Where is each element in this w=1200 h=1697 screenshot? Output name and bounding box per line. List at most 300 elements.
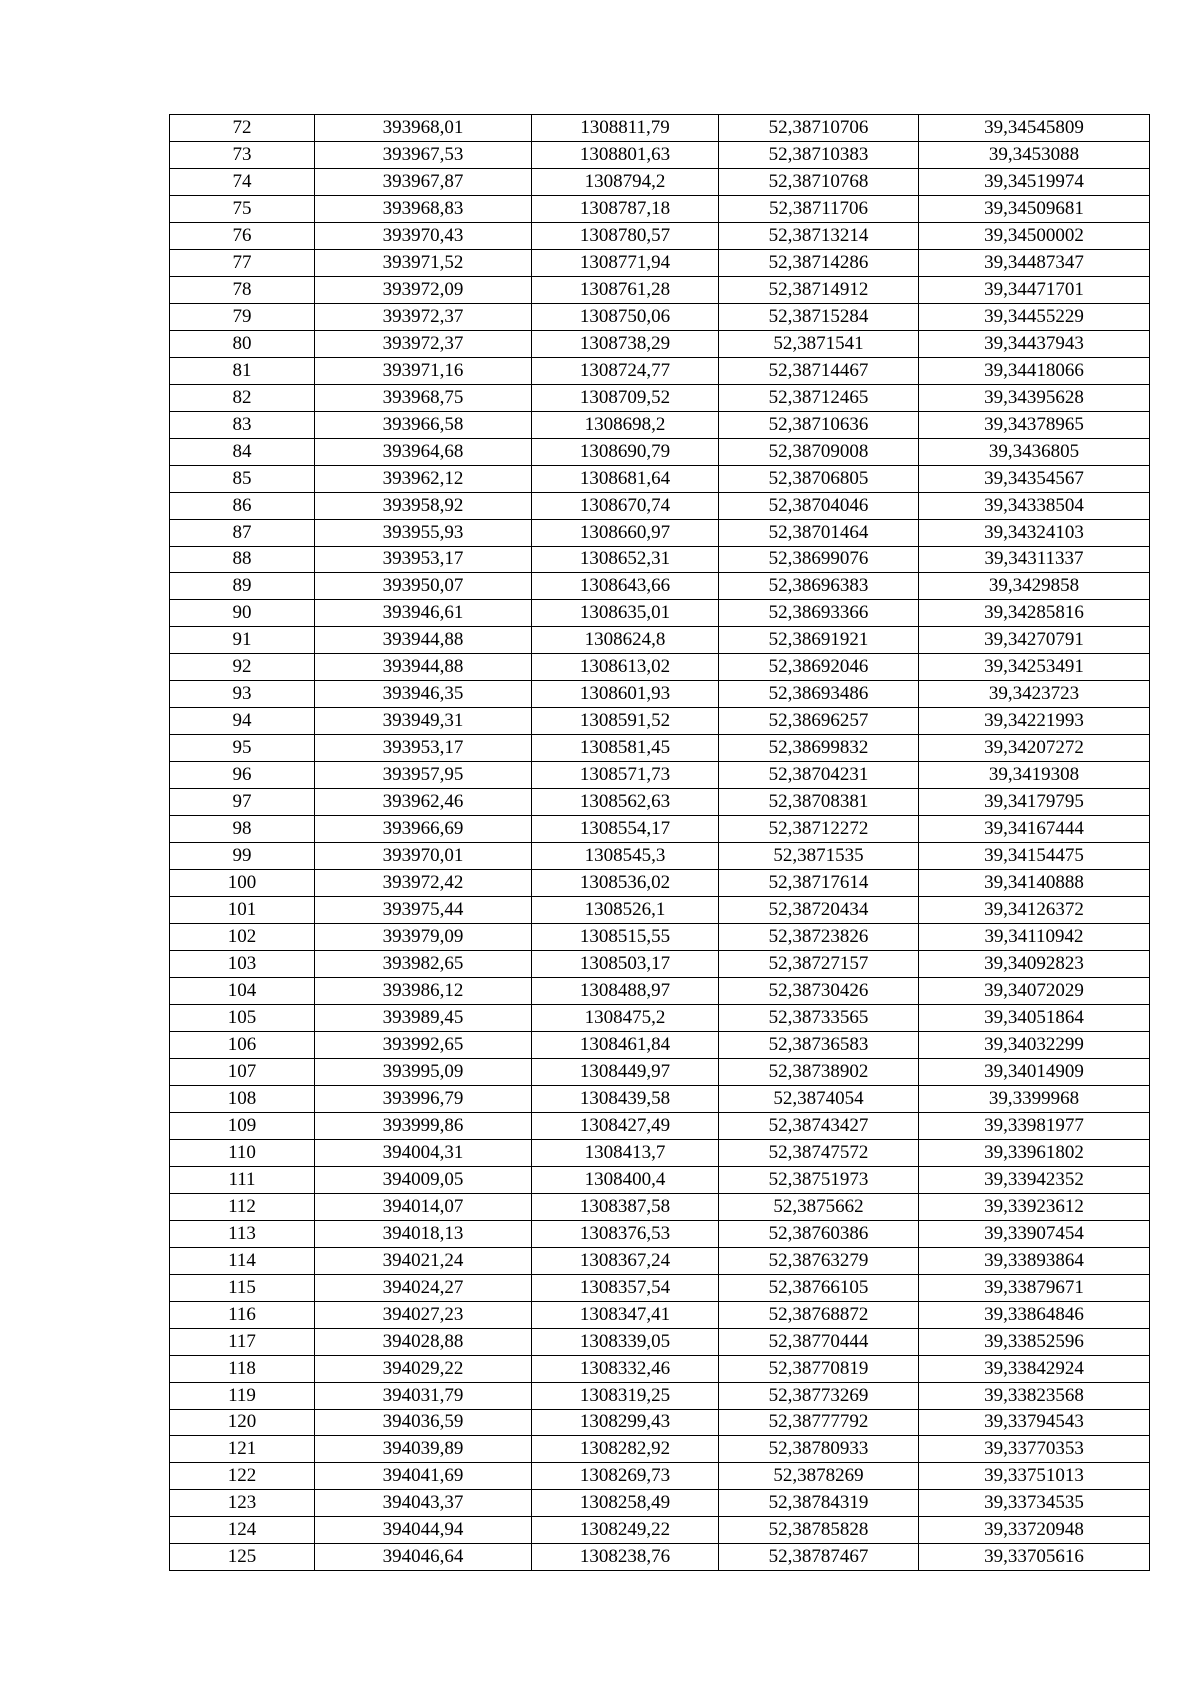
latitude-cell: 52,38717614 [719, 870, 919, 897]
y-coordinate-cell: 1308249,22 [532, 1517, 719, 1544]
x-coordinate-cell: 393972,37 [315, 330, 532, 357]
y-coordinate-cell: 1308750,06 [532, 303, 719, 330]
longitude-cell: 39,33942352 [919, 1166, 1150, 1193]
x-coordinate-cell: 393972,37 [315, 303, 532, 330]
y-coordinate-cell: 1308376,53 [532, 1220, 719, 1247]
longitude-cell: 39,34051864 [919, 1004, 1150, 1031]
longitude-cell: 39,34378965 [919, 411, 1150, 438]
table-row [170, 654, 1150, 681]
table-row [170, 1328, 1150, 1355]
longitude-cell: 39,34154475 [919, 843, 1150, 870]
latitude-cell: 52,38768872 [719, 1301, 919, 1328]
point-number-cell: 72 [170, 115, 315, 142]
y-coordinate-cell: 1308581,45 [532, 735, 719, 762]
table-row [170, 681, 1150, 708]
latitude-cell: 52,38692046 [719, 654, 919, 681]
y-coordinate-cell: 1308332,46 [532, 1355, 719, 1382]
latitude-cell: 52,38701464 [719, 519, 919, 546]
longitude-cell: 39,34324103 [919, 519, 1150, 546]
point-number-cell: 94 [170, 708, 315, 735]
longitude-cell: 39,34487347 [919, 249, 1150, 276]
table-row [170, 789, 1150, 816]
latitude-cell: 52,3878269 [719, 1463, 919, 1490]
latitude-cell: 52,38715284 [719, 303, 919, 330]
latitude-cell: 52,38787467 [719, 1544, 919, 1571]
point-number-cell: 99 [170, 843, 315, 870]
y-coordinate-cell: 1308681,64 [532, 465, 719, 492]
y-coordinate-cell: 1308724,77 [532, 357, 719, 384]
latitude-cell: 52,38743427 [719, 1112, 919, 1139]
table-row [170, 1166, 1150, 1193]
point-number-cell: 108 [170, 1085, 315, 1112]
x-coordinate-cell: 393972,09 [315, 276, 532, 303]
point-number-cell: 82 [170, 384, 315, 411]
y-coordinate-cell: 1308339,05 [532, 1328, 719, 1355]
latitude-cell: 52,3875662 [719, 1193, 919, 1220]
y-coordinate-cell: 1308613,02 [532, 654, 719, 681]
latitude-cell: 52,38708381 [719, 789, 919, 816]
longitude-cell: 39,34092823 [919, 951, 1150, 978]
y-coordinate-cell: 1308787,18 [532, 195, 719, 222]
point-number-cell: 103 [170, 951, 315, 978]
table-row [170, 1274, 1150, 1301]
y-coordinate-cell: 1308780,57 [532, 222, 719, 249]
longitude-cell: 39,34285816 [919, 600, 1150, 627]
y-coordinate-cell: 1308690,79 [532, 438, 719, 465]
x-coordinate-cell: 393982,65 [315, 951, 532, 978]
longitude-cell: 39,34471701 [919, 276, 1150, 303]
y-coordinate-cell: 1308670,74 [532, 492, 719, 519]
latitude-cell: 52,38736583 [719, 1031, 919, 1058]
table-row [170, 411, 1150, 438]
x-coordinate-cell: 393970,01 [315, 843, 532, 870]
y-coordinate-cell: 1308439,58 [532, 1085, 719, 1112]
longitude-cell: 39,34179795 [919, 789, 1150, 816]
longitude-cell: 39,34354567 [919, 465, 1150, 492]
x-coordinate-cell: 393996,79 [315, 1085, 532, 1112]
table-row [170, 1301, 1150, 1328]
y-coordinate-cell: 1308709,52 [532, 384, 719, 411]
x-coordinate-cell: 393971,52 [315, 249, 532, 276]
longitude-cell: 39,34167444 [919, 816, 1150, 843]
longitude-cell: 39,34207272 [919, 735, 1150, 762]
point-number-cell: 111 [170, 1166, 315, 1193]
table-row [170, 168, 1150, 195]
longitude-cell: 39,34338504 [919, 492, 1150, 519]
table-row [170, 1247, 1150, 1274]
point-number-cell: 118 [170, 1355, 315, 1382]
y-coordinate-cell: 1308536,02 [532, 870, 719, 897]
longitude-cell: 39,3419308 [919, 762, 1150, 789]
latitude-cell: 52,3871541 [719, 330, 919, 357]
x-coordinate-cell: 393966,69 [315, 816, 532, 843]
table-row [170, 816, 1150, 843]
table-row [170, 195, 1150, 222]
point-number-cell: 110 [170, 1139, 315, 1166]
table-row [170, 1085, 1150, 1112]
table-row [170, 303, 1150, 330]
x-coordinate-cell: 394018,13 [315, 1220, 532, 1247]
x-coordinate-cell: 393946,61 [315, 600, 532, 627]
x-coordinate-cell: 393953,17 [315, 735, 532, 762]
point-number-cell: 105 [170, 1004, 315, 1031]
x-coordinate-cell: 393992,65 [315, 1031, 532, 1058]
longitude-cell: 39,34519974 [919, 168, 1150, 195]
y-coordinate-cell: 1308449,97 [532, 1058, 719, 1085]
latitude-cell: 52,38704231 [719, 762, 919, 789]
latitude-cell: 52,38763279 [719, 1247, 919, 1274]
longitude-cell: 39,33794543 [919, 1409, 1150, 1436]
y-coordinate-cell: 1308601,93 [532, 681, 719, 708]
y-coordinate-cell: 1308660,97 [532, 519, 719, 546]
latitude-cell: 52,38714912 [719, 276, 919, 303]
latitude-cell: 52,38713214 [719, 222, 919, 249]
latitude-cell: 52,38714286 [719, 249, 919, 276]
latitude-cell: 52,38712272 [719, 816, 919, 843]
x-coordinate-cell: 393950,07 [315, 573, 532, 600]
y-coordinate-cell: 1308488,97 [532, 978, 719, 1005]
point-number-cell: 89 [170, 573, 315, 600]
table-row [170, 897, 1150, 924]
table-row [170, 573, 1150, 600]
longitude-cell: 39,33842924 [919, 1355, 1150, 1382]
longitude-cell: 39,33751013 [919, 1463, 1150, 1490]
x-coordinate-cell: 393986,12 [315, 978, 532, 1005]
latitude-cell: 52,38760386 [719, 1220, 919, 1247]
point-number-cell: 100 [170, 870, 315, 897]
table-row [170, 465, 1150, 492]
y-coordinate-cell: 1308526,1 [532, 897, 719, 924]
x-coordinate-cell: 394014,07 [315, 1193, 532, 1220]
y-coordinate-cell: 1308562,63 [532, 789, 719, 816]
point-number-cell: 92 [170, 654, 315, 681]
x-coordinate-cell: 393968,01 [315, 115, 532, 142]
latitude-cell: 52,38723826 [719, 924, 919, 951]
point-number-cell: 121 [170, 1436, 315, 1463]
longitude-cell: 39,33770353 [919, 1436, 1150, 1463]
longitude-cell: 39,33981977 [919, 1112, 1150, 1139]
longitude-cell: 39,33823568 [919, 1382, 1150, 1409]
point-number-cell: 102 [170, 924, 315, 951]
x-coordinate-cell: 394027,23 [315, 1301, 532, 1328]
longitude-cell: 39,33923612 [919, 1193, 1150, 1220]
latitude-cell: 52,38751973 [719, 1166, 919, 1193]
latitude-cell: 52,38710636 [719, 411, 919, 438]
point-number-cell: 124 [170, 1517, 315, 1544]
point-number-cell: 97 [170, 789, 315, 816]
table-row [170, 1463, 1150, 1490]
longitude-cell: 39,33734535 [919, 1490, 1150, 1517]
x-coordinate-cell: 393953,17 [315, 546, 532, 573]
point-number-cell: 125 [170, 1544, 315, 1571]
longitude-cell: 39,33705616 [919, 1544, 1150, 1571]
point-number-cell: 116 [170, 1301, 315, 1328]
x-coordinate-cell: 393995,09 [315, 1058, 532, 1085]
y-coordinate-cell: 1308475,2 [532, 1004, 719, 1031]
latitude-cell: 52,38785828 [719, 1517, 919, 1544]
point-number-cell: 73 [170, 141, 315, 168]
y-coordinate-cell: 1308591,52 [532, 708, 719, 735]
table-row [170, 870, 1150, 897]
latitude-cell: 52,38727157 [719, 951, 919, 978]
y-coordinate-cell: 1308771,94 [532, 249, 719, 276]
point-number-cell: 75 [170, 195, 315, 222]
latitude-cell: 52,38780933 [719, 1436, 919, 1463]
coordinates-table [169, 114, 1150, 1571]
point-number-cell: 81 [170, 357, 315, 384]
table-row [170, 519, 1150, 546]
table-row [170, 735, 1150, 762]
table-row [170, 708, 1150, 735]
table-row [170, 1193, 1150, 1220]
y-coordinate-cell: 1308635,01 [532, 600, 719, 627]
y-coordinate-cell: 1308461,84 [532, 1031, 719, 1058]
table-row [170, 141, 1150, 168]
point-number-cell: 109 [170, 1112, 315, 1139]
latitude-cell: 52,38699076 [719, 546, 919, 573]
longitude-cell: 39,34437943 [919, 330, 1150, 357]
longitude-cell: 39,33720948 [919, 1517, 1150, 1544]
table-row [170, 978, 1150, 1005]
x-coordinate-cell: 394009,05 [315, 1166, 532, 1193]
longitude-cell: 39,34221993 [919, 708, 1150, 735]
point-number-cell: 104 [170, 978, 315, 1005]
latitude-cell: 52,38770444 [719, 1328, 919, 1355]
longitude-cell: 39,34395628 [919, 384, 1150, 411]
point-number-cell: 119 [170, 1382, 315, 1409]
longitude-cell: 39,33852596 [919, 1328, 1150, 1355]
x-coordinate-cell: 394036,59 [315, 1409, 532, 1436]
point-number-cell: 123 [170, 1490, 315, 1517]
latitude-cell: 52,38710706 [719, 115, 919, 142]
y-coordinate-cell: 1308652,31 [532, 546, 719, 573]
table-row [170, 951, 1150, 978]
latitude-cell: 52,38773269 [719, 1382, 919, 1409]
y-coordinate-cell: 1308571,73 [532, 762, 719, 789]
x-coordinate-cell: 394031,79 [315, 1382, 532, 1409]
x-coordinate-cell: 394029,22 [315, 1355, 532, 1382]
point-number-cell: 120 [170, 1409, 315, 1436]
longitude-cell: 39,3453088 [919, 141, 1150, 168]
x-coordinate-cell: 393962,12 [315, 465, 532, 492]
point-number-cell: 106 [170, 1031, 315, 1058]
latitude-cell: 52,38704046 [719, 492, 919, 519]
longitude-cell: 39,3429858 [919, 573, 1150, 600]
longitude-cell: 39,34140888 [919, 870, 1150, 897]
longitude-cell: 39,34311337 [919, 546, 1150, 573]
point-number-cell: 98 [170, 816, 315, 843]
x-coordinate-cell: 394041,69 [315, 1463, 532, 1490]
latitude-cell: 52,38747572 [719, 1139, 919, 1166]
coordinates-table-body [170, 115, 1150, 1571]
point-number-cell: 77 [170, 249, 315, 276]
x-coordinate-cell: 393967,87 [315, 168, 532, 195]
table-row [170, 357, 1150, 384]
longitude-cell: 39,33879671 [919, 1274, 1150, 1301]
table-row [170, 115, 1150, 142]
point-number-cell: 90 [170, 600, 315, 627]
x-coordinate-cell: 393999,86 [315, 1112, 532, 1139]
latitude-cell: 52,38733565 [719, 1004, 919, 1031]
table-row [170, 1517, 1150, 1544]
y-coordinate-cell: 1308554,17 [532, 816, 719, 843]
x-coordinate-cell: 393958,92 [315, 492, 532, 519]
y-coordinate-cell: 1308624,8 [532, 627, 719, 654]
longitude-cell: 39,34032299 [919, 1031, 1150, 1058]
latitude-cell: 52,38710383 [719, 141, 919, 168]
x-coordinate-cell: 394028,88 [315, 1328, 532, 1355]
table-row [170, 1436, 1150, 1463]
longitude-cell: 39,34126372 [919, 897, 1150, 924]
x-coordinate-cell: 393944,88 [315, 627, 532, 654]
latitude-cell: 52,38738902 [719, 1058, 919, 1085]
y-coordinate-cell: 1308367,24 [532, 1247, 719, 1274]
table-row [170, 330, 1150, 357]
y-coordinate-cell: 1308643,66 [532, 573, 719, 600]
longitude-cell: 39,34418066 [919, 357, 1150, 384]
table-row [170, 384, 1150, 411]
longitude-cell: 39,34509681 [919, 195, 1150, 222]
x-coordinate-cell: 394021,24 [315, 1247, 532, 1274]
y-coordinate-cell: 1308347,41 [532, 1301, 719, 1328]
table-row [170, 492, 1150, 519]
y-coordinate-cell: 1308357,54 [532, 1274, 719, 1301]
longitude-cell: 39,33961802 [919, 1139, 1150, 1166]
latitude-cell: 52,38706805 [719, 465, 919, 492]
latitude-cell: 52,38709008 [719, 438, 919, 465]
point-number-cell: 117 [170, 1328, 315, 1355]
x-coordinate-cell: 393968,75 [315, 384, 532, 411]
table-row [170, 1112, 1150, 1139]
latitude-cell: 52,38730426 [719, 978, 919, 1005]
x-coordinate-cell: 394024,27 [315, 1274, 532, 1301]
point-number-cell: 80 [170, 330, 315, 357]
point-number-cell: 112 [170, 1193, 315, 1220]
latitude-cell: 52,38693366 [719, 600, 919, 627]
y-coordinate-cell: 1308545,3 [532, 843, 719, 870]
x-coordinate-cell: 393970,43 [315, 222, 532, 249]
point-number-cell: 107 [170, 1058, 315, 1085]
x-coordinate-cell: 393957,95 [315, 762, 532, 789]
y-coordinate-cell: 1308811,79 [532, 115, 719, 142]
point-number-cell: 91 [170, 627, 315, 654]
point-number-cell: 74 [170, 168, 315, 195]
point-number-cell: 86 [170, 492, 315, 519]
latitude-cell: 52,38696383 [719, 573, 919, 600]
longitude-cell: 39,34545809 [919, 115, 1150, 142]
longitude-cell: 39,34072029 [919, 978, 1150, 1005]
x-coordinate-cell: 393944,88 [315, 654, 532, 681]
x-coordinate-cell: 394046,64 [315, 1544, 532, 1571]
latitude-cell: 52,38712465 [719, 384, 919, 411]
table-row [170, 276, 1150, 303]
x-coordinate-cell: 394044,94 [315, 1517, 532, 1544]
table-row [170, 1355, 1150, 1382]
x-coordinate-cell: 393971,16 [315, 357, 532, 384]
y-coordinate-cell: 1308515,55 [532, 924, 719, 951]
x-coordinate-cell: 393949,31 [315, 708, 532, 735]
table-row [170, 438, 1150, 465]
point-number-cell: 85 [170, 465, 315, 492]
table-row [170, 1382, 1150, 1409]
y-coordinate-cell: 1308319,25 [532, 1382, 719, 1409]
table-row [170, 222, 1150, 249]
latitude-cell: 52,38714467 [719, 357, 919, 384]
point-number-cell: 114 [170, 1247, 315, 1274]
table-row [170, 1004, 1150, 1031]
table-row [170, 546, 1150, 573]
table-row [170, 1409, 1150, 1436]
y-coordinate-cell: 1308738,29 [532, 330, 719, 357]
point-number-cell: 83 [170, 411, 315, 438]
y-coordinate-cell: 1308801,63 [532, 141, 719, 168]
x-coordinate-cell: 394043,37 [315, 1490, 532, 1517]
point-number-cell: 84 [170, 438, 315, 465]
x-coordinate-cell: 393989,45 [315, 1004, 532, 1031]
x-coordinate-cell: 393964,68 [315, 438, 532, 465]
latitude-cell: 52,38710768 [719, 168, 919, 195]
longitude-cell: 39,33907454 [919, 1220, 1150, 1247]
x-coordinate-cell: 393946,35 [315, 681, 532, 708]
longitude-cell: 39,34253491 [919, 654, 1150, 681]
longitude-cell: 39,34014909 [919, 1058, 1150, 1085]
longitude-cell: 39,34455229 [919, 303, 1150, 330]
longitude-cell: 39,3423723 [919, 681, 1150, 708]
longitude-cell: 39,33864846 [919, 1301, 1150, 1328]
y-coordinate-cell: 1308400,4 [532, 1166, 719, 1193]
x-coordinate-cell: 394039,89 [315, 1436, 532, 1463]
latitude-cell: 52,38696257 [719, 708, 919, 735]
x-coordinate-cell: 393975,44 [315, 897, 532, 924]
longitude-cell: 39,34110942 [919, 924, 1150, 951]
y-coordinate-cell: 1308269,73 [532, 1463, 719, 1490]
table-row [170, 1031, 1150, 1058]
latitude-cell: 52,38691921 [719, 627, 919, 654]
point-number-cell: 76 [170, 222, 315, 249]
point-number-cell: 78 [170, 276, 315, 303]
y-coordinate-cell: 1308387,58 [532, 1193, 719, 1220]
point-number-cell: 113 [170, 1220, 315, 1247]
latitude-cell: 52,38777792 [719, 1409, 919, 1436]
y-coordinate-cell: 1308761,28 [532, 276, 719, 303]
y-coordinate-cell: 1308794,2 [532, 168, 719, 195]
point-number-cell: 79 [170, 303, 315, 330]
longitude-cell: 39,34270791 [919, 627, 1150, 654]
x-coordinate-cell: 394004,31 [315, 1139, 532, 1166]
point-number-cell: 87 [170, 519, 315, 546]
table-row [170, 843, 1150, 870]
y-coordinate-cell: 1308698,2 [532, 411, 719, 438]
latitude-cell: 52,38693486 [719, 681, 919, 708]
table-row [170, 1544, 1150, 1571]
latitude-cell: 52,38720434 [719, 897, 919, 924]
x-coordinate-cell: 393962,46 [315, 789, 532, 816]
table-row [170, 1220, 1150, 1247]
y-coordinate-cell: 1308413,7 [532, 1139, 719, 1166]
latitude-cell: 52,38711706 [719, 195, 919, 222]
y-coordinate-cell: 1308238,76 [532, 1544, 719, 1571]
point-number-cell: 95 [170, 735, 315, 762]
y-coordinate-cell: 1308258,49 [532, 1490, 719, 1517]
table-row [170, 627, 1150, 654]
point-number-cell: 96 [170, 762, 315, 789]
table-row [170, 249, 1150, 276]
longitude-cell: 39,34500002 [919, 222, 1150, 249]
x-coordinate-cell: 393955,93 [315, 519, 532, 546]
point-number-cell: 93 [170, 681, 315, 708]
latitude-cell: 52,38766105 [719, 1274, 919, 1301]
table-row [170, 762, 1150, 789]
